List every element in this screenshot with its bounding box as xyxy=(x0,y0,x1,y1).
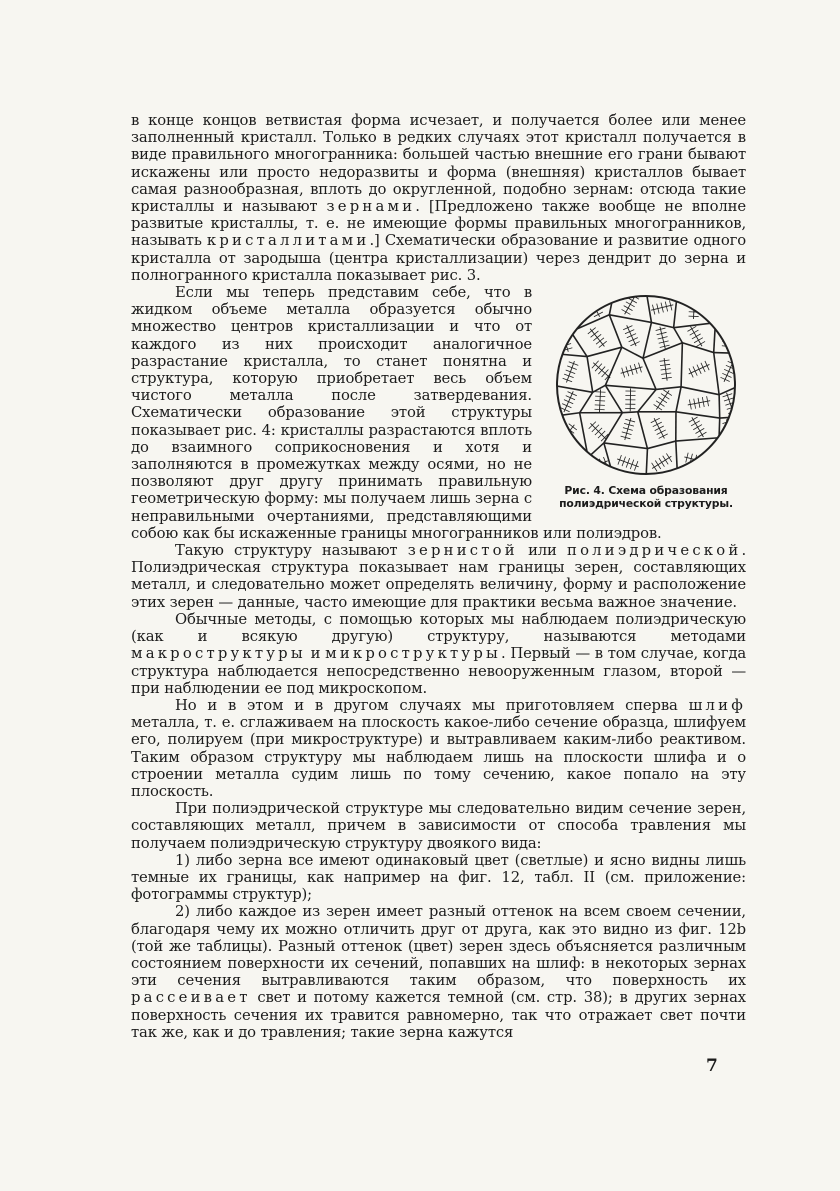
diagram-line xyxy=(604,443,648,449)
diagram-line xyxy=(724,451,731,473)
diagram-line xyxy=(654,404,662,410)
diagram-line xyxy=(599,341,607,347)
diagram-line xyxy=(657,430,666,435)
diagram-line xyxy=(651,322,673,327)
text-run: Если мы теперь представим себе, что в жидком объеме металла образуется обычно множество центров кристаллизации и что от каждого из них происходит аналогичное разрастание кристалла, то станет понятна и структура, которую приобретает весь объем чистого металла после затвердевания. Схематически образование этой структуры показывает рис. 4: кристаллы разрастаются вплоть до взаимного соприкосновения и хотя и заполняются в промежутках между осями, но не позволяют друг другу принимать правильную геометрическую форму: мы получаем лишь зерна с неправильными очертаниями, представляющими собою как бы искаженные границы многогранников или полиэдров. xyxy=(131,284,662,542)
diagram-line xyxy=(701,363,705,372)
paragraph-1 xyxy=(131,112,746,284)
paragraph-5 xyxy=(131,697,746,800)
spaced-term: макроструктуры xyxy=(131,645,306,663)
diagram-line xyxy=(559,306,568,310)
diagram-line xyxy=(719,395,720,418)
diagram-line xyxy=(623,326,632,330)
diagram-line xyxy=(725,429,735,432)
diagram-line xyxy=(709,438,719,480)
diagram-line xyxy=(591,331,599,337)
paragraph-8 xyxy=(131,903,746,1041)
diagram-line xyxy=(595,401,605,402)
diagram-line xyxy=(595,409,605,410)
diagram-line xyxy=(687,326,696,331)
diagram-line xyxy=(723,333,733,334)
text-run: . Первый — в том случае, когда структура наблюдается непосредственно невооруженным глазом, второй — при наблюдении ее под микроскопом. xyxy=(131,645,746,697)
diagram-line xyxy=(591,462,595,471)
diagram-line xyxy=(652,463,657,472)
diagram-line xyxy=(625,330,634,334)
diagram-line xyxy=(725,468,735,471)
text-run: . [Предложено также вообще не вполне развитые кристаллы, т. е. не имеющие формы правильных многогранников, называть xyxy=(131,198,747,250)
diagram-line xyxy=(714,353,741,354)
diagram-line xyxy=(627,334,636,338)
diagram-line xyxy=(595,460,599,469)
diagram-line xyxy=(653,422,662,427)
diagram-line xyxy=(689,368,693,377)
diagram-line xyxy=(727,326,729,349)
diagram-line xyxy=(663,456,668,465)
text-run: . Полиэдрическая структура показывает нам границы зерен, составляющих металл, и следовательно может определять величину, форму и расположение этих зерен — данные, часто имеющие для практики весьма важное значение. xyxy=(131,542,746,611)
diagram-line xyxy=(717,297,722,306)
diagram-line xyxy=(715,322,741,323)
diagram-line xyxy=(724,302,729,311)
diagram-line xyxy=(681,343,682,387)
diagram-line xyxy=(656,401,664,407)
text-run: в конце концов ветвистая форма исчезает, и получается более или менее заполненный кристалл. Только в редких случаях этот кристалл получается в виде правильного многогранника: большей частью внешние его грани бывают искажены или просто недоразвиты и форма (внешняя) кристаллов бывает самая разнообразная, вплоть до округленной, подобно зернам: отсюда такие кристаллы и называют xyxy=(131,112,746,216)
text-run: Обычные методы, с помощью которых мы наблюдаем полиэдрическую (как и всякую другую) структуру, называются методами xyxy=(131,610,746,646)
spaced-term: микроструктуры xyxy=(325,645,501,663)
diagram-line xyxy=(719,438,741,449)
text-column xyxy=(131,112,746,1041)
figure-4 xyxy=(546,290,746,510)
diagram-line xyxy=(564,400,573,404)
diagram-line xyxy=(569,460,575,468)
paragraph-7 xyxy=(131,852,746,904)
diagram-line xyxy=(663,390,671,396)
diagram-line xyxy=(587,461,608,470)
diagram-line xyxy=(622,412,637,413)
diagram-line xyxy=(551,322,571,332)
diagram-line xyxy=(596,338,604,344)
diagram-line xyxy=(580,392,593,412)
diagram-line xyxy=(717,300,737,311)
diagram-line xyxy=(709,290,715,323)
diagram-line xyxy=(674,290,678,328)
paragraph-4 xyxy=(131,611,746,697)
diagram-line xyxy=(556,298,565,302)
diagram-line xyxy=(586,297,595,302)
paragraph-6 xyxy=(131,800,746,852)
diagram-line xyxy=(659,434,668,439)
text-run: При полиэдрической структуре мы следовательно видим сечение зерен, составляющих металл, причем в зависимости от способа травления мы получаем полиэдрическую структуру двоякого вида: xyxy=(131,800,746,852)
diagram-line xyxy=(705,361,709,370)
diagram-line xyxy=(676,412,720,418)
diagram-line xyxy=(643,358,656,389)
diagram-line xyxy=(698,432,707,437)
diagram-line xyxy=(561,310,570,314)
diagram-line xyxy=(562,465,568,473)
diagram-line xyxy=(551,448,588,457)
diagram-line xyxy=(622,347,643,358)
text-run: металла, т. е. сглаживаем на плоскость какое-либо сечение образца, шлифуем его, полируем (при микроструктуре) и вытравливаем каким-либо реактивом. Таким образом структуру мы наблюдаем лишь на плоскости шлифа и о строении металла судим лишь по тому сечению, какое попало на эту плоскость. xyxy=(131,714,746,800)
diagram-line xyxy=(720,452,730,455)
diagram-line xyxy=(656,387,681,390)
spaced-term: зернами xyxy=(326,198,416,216)
diagram-line xyxy=(676,441,678,480)
diagram-line xyxy=(557,302,566,306)
diagram-line xyxy=(638,390,656,412)
diagram-line xyxy=(643,322,651,358)
diagram-line xyxy=(629,338,638,342)
diagram-line xyxy=(697,365,701,374)
diagram-line xyxy=(559,335,569,338)
figure-caption-line-2: полиэдрической структуры. xyxy=(559,497,733,511)
text-run: свет и потому кажется темной (см. стр. 38); в других зернах поверхность сечения их травится равномерно, так что отражает свет почти так же, как и до травления; такие зерна кажутся xyxy=(131,989,746,1041)
diagram-line xyxy=(722,373,731,377)
diagram-line xyxy=(628,298,637,303)
text-run: 2) либо каждое из зерен имеет разный оттенок на всем своем сечении, благодаря чему их можно отличить друг от друга, как это видно из фиг. 12b (той же таблицы). Разный оттенок (цвет) зерен здесь объясняется различным состоянием поверхности их сечений, попавших на шлиф: в некоторых зернах эти сечения вытравливаются таким образом, что поверхность их xyxy=(131,903,746,990)
diagram-line xyxy=(638,412,648,449)
diagram-line xyxy=(724,328,734,329)
diagram-line xyxy=(643,343,682,359)
diagram-line xyxy=(587,357,593,393)
diagram-line xyxy=(720,417,741,418)
diagram-line xyxy=(595,396,605,397)
text-run: или xyxy=(517,542,568,560)
diagram-line xyxy=(551,413,580,417)
diagram-line xyxy=(659,397,667,403)
diagram-line xyxy=(593,385,606,392)
diagram-line xyxy=(647,441,675,449)
diagram-line xyxy=(604,413,622,443)
diagram-line xyxy=(565,462,571,470)
diagram-line xyxy=(593,334,601,340)
diagram-line xyxy=(728,437,738,440)
figure-caption xyxy=(546,484,746,510)
diagram-line xyxy=(622,309,631,314)
diagram-line xyxy=(624,306,633,311)
spaced-term: зернистой xyxy=(407,542,518,560)
diagram-line xyxy=(720,377,729,381)
diagram-line xyxy=(609,315,651,323)
diagram-line xyxy=(626,302,635,307)
diagram-line xyxy=(723,460,733,463)
text-run: .] Схематически образование и развитие одного кристалла от зародыша (центра кристаллизации) через дендрит до зерна и полногранного кристалла показывает рис. 3. xyxy=(131,232,746,284)
diagram-line xyxy=(719,385,741,395)
paragraph-3 xyxy=(131,542,746,611)
diagram-line xyxy=(724,464,734,467)
diagram-line xyxy=(587,347,622,356)
diagram-line xyxy=(696,341,705,346)
diagram-line xyxy=(588,300,597,305)
diagram-line xyxy=(563,314,572,318)
diagram-line xyxy=(666,453,671,462)
diagram-boundary-circle xyxy=(557,296,735,474)
diagram-line xyxy=(721,456,731,459)
text-run: 1) либо зерна все имеют одинаковый цвет (светлые) и ясно видны лишь темные их границы, как например на фиг. 12, табл. II (см. приложение: фотограммы структур); xyxy=(131,851,746,904)
diagram-line xyxy=(661,394,669,400)
diagram-line xyxy=(646,449,647,480)
text-run: и xyxy=(305,645,326,663)
diagram-line xyxy=(559,298,568,319)
diagram-line xyxy=(568,392,577,396)
diagram-line xyxy=(566,396,575,400)
diagram-line xyxy=(595,405,605,406)
text-run: Но и в этом и в другом случаях мы приготовляем сперва xyxy=(175,696,689,714)
figure-caption-line-1: Рис. 4. Схема образования xyxy=(564,484,728,498)
diagram-line xyxy=(558,331,568,334)
diagram-line xyxy=(676,438,719,441)
spaced-term: шлиф xyxy=(688,696,746,714)
diagram-line xyxy=(587,464,591,473)
diagram-line xyxy=(694,338,703,343)
diagram-line xyxy=(720,300,725,309)
spaced-term: полиэдрической xyxy=(567,542,742,560)
diagram-line xyxy=(561,434,569,440)
diagram-line xyxy=(682,343,713,353)
diagram-line xyxy=(692,334,701,339)
diagram-line xyxy=(605,385,622,412)
diagram-line xyxy=(655,426,664,431)
diagram-line xyxy=(605,347,621,385)
diagram-line xyxy=(693,296,694,319)
diagram-line xyxy=(674,328,683,343)
diagram-line xyxy=(691,421,700,426)
diagram-line xyxy=(695,428,704,433)
diagram-line xyxy=(676,387,681,412)
diagram-line xyxy=(723,337,733,338)
diagram-line xyxy=(588,328,596,334)
page-number: 7 xyxy=(706,1056,718,1076)
diagram-line xyxy=(659,458,664,467)
diagram-line xyxy=(572,457,578,465)
spaced-term: кристаллитами xyxy=(206,232,370,250)
diagram-line xyxy=(681,387,719,395)
diagram-line xyxy=(558,438,566,444)
spaced-term: рассеивает xyxy=(131,989,251,1007)
diagram-line xyxy=(583,457,588,480)
diagram-line xyxy=(732,306,737,315)
diagram-line xyxy=(727,433,737,436)
diagram-line xyxy=(693,366,697,375)
diagram-line xyxy=(703,457,705,467)
diagram-line xyxy=(595,392,605,393)
diagram-line xyxy=(714,353,719,395)
polyhedral-structure-diagram xyxy=(551,290,741,480)
diagram-line xyxy=(651,418,660,423)
diagram-line xyxy=(689,417,698,422)
diagram-line xyxy=(559,460,577,474)
diagram-line xyxy=(569,424,577,430)
diagram-line xyxy=(558,468,564,476)
diagram-line xyxy=(728,304,733,313)
diagram-line xyxy=(690,330,699,335)
diagram-line xyxy=(724,369,733,373)
diagram-line xyxy=(646,290,651,322)
diagram-line xyxy=(562,404,571,408)
text-run: Такую структуру называют xyxy=(175,542,408,560)
page-body xyxy=(131,112,746,1041)
diagram-line xyxy=(609,315,622,347)
diagram-line xyxy=(693,425,702,430)
diagram-line xyxy=(630,342,639,346)
diagram-line xyxy=(655,461,660,470)
diagram-line xyxy=(551,353,587,356)
diagram-line xyxy=(590,304,599,309)
